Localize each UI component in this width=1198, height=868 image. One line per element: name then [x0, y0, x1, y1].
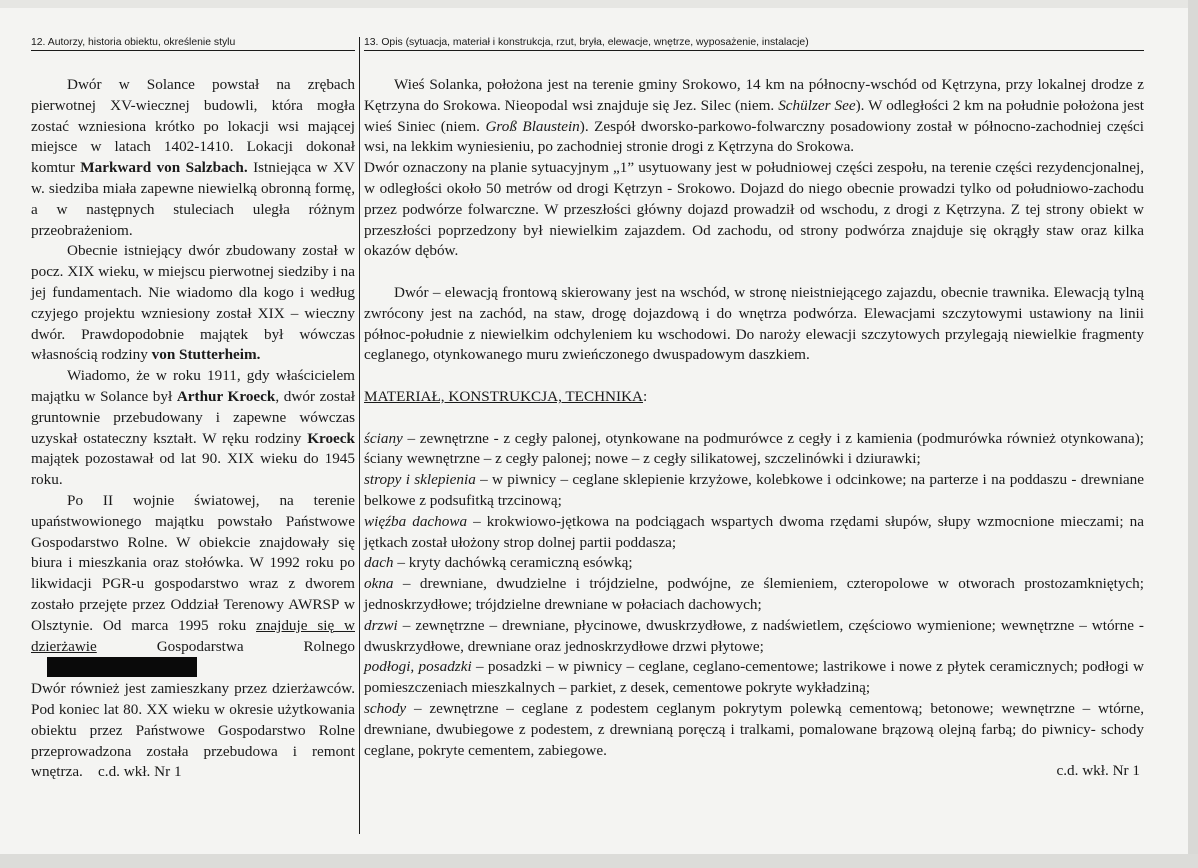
text: , dwór został gruntownie przebudowany i zapewne wówczas uzyskał ostateczny kształt. W ręku rodziny [31, 387, 356, 447]
materials-text: – krokwiowo-jętkowa na podciągach wspartych dwoma rzędami słupów, słupy wzmocnione mieczami; na jętkach został ułożony strop dolnej partii poddasza; [364, 512, 1145, 551]
history-paragraph [31, 679, 355, 783]
materials-item [364, 553, 1144, 574]
name-bold: von Stutterheim. [151, 346, 261, 364]
underlined-text: znajduje się w dzierżawie [31, 616, 355, 655]
text: ). W odległości 2 km na południe położona jest wieś Siniec (niem. [364, 96, 1144, 135]
scan-edge-bottom [0, 854, 1198, 868]
materials-term: podłogi, posadzki [364, 658, 472, 676]
materials-item [364, 512, 1144, 554]
materials-list [364, 429, 1144, 762]
continuation-note: c.d. wkł. Nr 1 [98, 763, 182, 781]
materials-term: stropy i sklepienia [364, 471, 476, 489]
materials-text: – posadzki – w piwnicy – ceglane, ceglano-cementowe; lastrikowe i nowe z płytek ceramicznych; podłogi w pomieszczeniach mieszkalnych – parkiet, z desek, cementowe pokryte wykładziną; [364, 658, 1144, 697]
materials-item [364, 616, 1144, 658]
text: Istniejąca w XV w. siedziba miała zapewne niewielką obronną formę, a w następnych stuleciach uległa różnym przeobrażeniom. [31, 159, 355, 239]
heading-colon: : [643, 387, 648, 405]
materials-item [364, 699, 1144, 761]
text: Gospodarstwa Rolnego [96, 637, 355, 655]
text: Obecnie istniejący dwór zbudowany został w pocz. XIX wieku, w miejscu pierwotnej siedziby i na jej fundamentach. Nie wiadomo dla kogo i według czyjego projektu wzniesiony został XIX – wieczny dwór. Prawdopodobnie majątek był wówczas własnością rodziny [31, 242, 355, 364]
header-rule-left [31, 50, 355, 51]
name-bold: Markward von Salzbach. [80, 159, 248, 177]
text: ). Zespół dworsko-parkowo-folwarczny posadowiony został w północno-zachodniej części wsi, na lekkim wyniesieniu, po zachodniej stronie drogi z Kętrzyna do Srokowa. [364, 117, 1144, 156]
materials-term: schody [364, 699, 407, 717]
materials-text: – kryty dachówką ceramiczną esówką; [393, 554, 633, 572]
materials-text: – zewnętrzne – drewniane, płycinowe, dwuskrzydłowe, z nadświetlem, częściowo wymienione; wewnętrzne – wtórne - dwuskrzydłowe, drewniane oraz jednoskrzydłowe drzwi płytowe; [364, 616, 1144, 655]
text: Wieś Solanka, położona jest na terenie gminy Srokowo, 14 km na północny-wschód od Kętrzyna, przy lokalnej drodze z Kętrzyna do Srokowa. Nieopodal wsi znajduje się Jez. Silec (niem. [364, 76, 1144, 114]
text: Dwór również jest zamieszkany przez dzierżawców. Pod koniec lat 80. XX wieku w okresie użytkowania obiektu przez Państwowe Gospodarstwo Rolne przeprowadzona została przebudowa i remont wnętrza. [31, 680, 355, 781]
materials-item [364, 657, 1144, 699]
history-paragraph [31, 366, 355, 491]
history-paragraph [31, 241, 355, 366]
history-column [31, 75, 355, 783]
history-paragraph [31, 491, 355, 679]
italic-text: Groß Blaustein [485, 117, 580, 135]
materials-term: okna [364, 575, 394, 593]
continuation-note: c.d. wkł. Nr 1 [1056, 762, 1140, 780]
heading-text: MATERIAŁ, KONSTRUKCJA, TECHNIKA [364, 387, 644, 405]
description-paragraph: Dwór – elewacją frontową skierowany jest na wschód, w stronę nieistniejącego zajazdu, obecnie trawnika. Elewacją tylną zwrócony jest na zachód, na staw, drogę dojazdową i do wnętrza podwórza. Elewacjami szczytowymi ustawiony na linii północ-południe z niewielkim odchyleniem ku wschodowi. Do naroży elewacji szczytowych przylegają niewielkie fragmenty ceglanego, otynkowanego muru zwieńczonego dwuspadowym daszkiem. [364, 283, 1144, 364]
materials-text: – w piwnicy – ceglane sklepienie krzyżowe, kolebkowe i odcinkowe; na parterze i na poddaszu - drewniane belkowe z podsufitką trzcinową; [364, 471, 1144, 509]
materials-item [364, 470, 1144, 512]
materials-term: drzwi [364, 616, 398, 634]
section-13-header: 13. Opis (sytuacja, materiał i konstrukcja, rzut, bryła, elewacje, wnętrze, wyposażenie, instalacje) [364, 37, 809, 48]
scan-edge-right [1188, 0, 1198, 868]
text: Dwór w Solance powstał na zrębach pierwotnej XV-wiecznej budowli, która mogła zostać wzniesiona krótko po lokacji wsi mającej miejsce w latach 1402-1410. Lokacji dokonał komtur [31, 76, 355, 177]
name-bold: Kroeck [307, 429, 355, 447]
materials-text: – drewniane, dwudzielne i trójdzielne, podwójne, ze ślemieniem, czteropolowe w otworach prostozamkniętych; jednoskrzydłowe; trójdzielne drewniane w połaciach dachowych; [364, 575, 1144, 613]
materials-item [364, 574, 1144, 616]
materials-term: więźba dachowa [364, 512, 468, 530]
column-divider [359, 37, 360, 834]
description-column [364, 75, 1144, 782]
italic-text: Schülzer See [778, 96, 856, 114]
header-rule-right [364, 50, 1144, 51]
materials-text: – zewnętrzne - z cegły palonej, otynkowane na podmurówce z cegły i z kamienia (podmurówka również otynkowana); ściany wewnętrzne – z cegły palonej; nowe – z cegły silikatowej, szczelinówki i dziurawki; [364, 429, 1144, 468]
materials-term: ściany [364, 429, 403, 447]
text: Po II wojnie światowej, na terenie upaństwowionego majątku powstało Państwowe Gospodarstwo Rolne. W obiekcie znajdowały się biura i mieszkania oraz stołówka. W 1992 roku po likwidacji PGR-u gospodarstwo wraz z dworem zostało przejęte przez Oddział Terenowy AWRSP w Olsztynie. Od marca 1995 roku [31, 491, 355, 634]
materials-text: – zewnętrzne – ceglane z podestem ceglanym pokrytym polewką cementową; betonowe; wewnętrzne – wtórne, drewniane, dwubiegowe z podestem, z drewnianą poręczą i tralkami, pomalowane brązową olejną farbą; do piwnicy- schody ceglane, pokryte cementem, zabiegowe. [364, 699, 1144, 759]
history-paragraph [31, 75, 355, 241]
description-paragraph [364, 75, 1144, 158]
materials-item [364, 429, 1144, 471]
scan-edge-top [0, 0, 1198, 8]
section-heading [364, 387, 1144, 408]
redaction-box [47, 657, 197, 677]
description-paragraph: Dwór oznaczony na planie sytuacyjnym „1” usytuowany jest w południowej części zespołu, na terenie części rezydencjonalnej, w odległości około 50 metrów od drogi Kętrzyn - Srokowo. Dojazd do niego obecnie prowadzi tylko od południowo-zachodu przez podwórze folwarczne. W przeszłości główny dojazd prowadził od wschodu, z drogi z Kętrzyna. Z tej strony obiekt w przeszłości poprzedzony był niewielkim zajazdem. Od zachodu, od strony podwórza znajduje się okrągły staw oraz kilka okazów dębów. [364, 159, 1144, 260]
text: Wiadomo, że w roku 1911, gdy właścicielem majątku w Solance był [31, 367, 355, 405]
section-12-header: 12. Autorzy, historia obiektu, określenie stylu [31, 37, 236, 48]
text: majątek pozostawał od lat 90. XIX wieku do 1945 roku. [31, 450, 355, 489]
materials-term: dach [364, 554, 394, 572]
name-bold: Arthur Kroeck [176, 387, 276, 405]
